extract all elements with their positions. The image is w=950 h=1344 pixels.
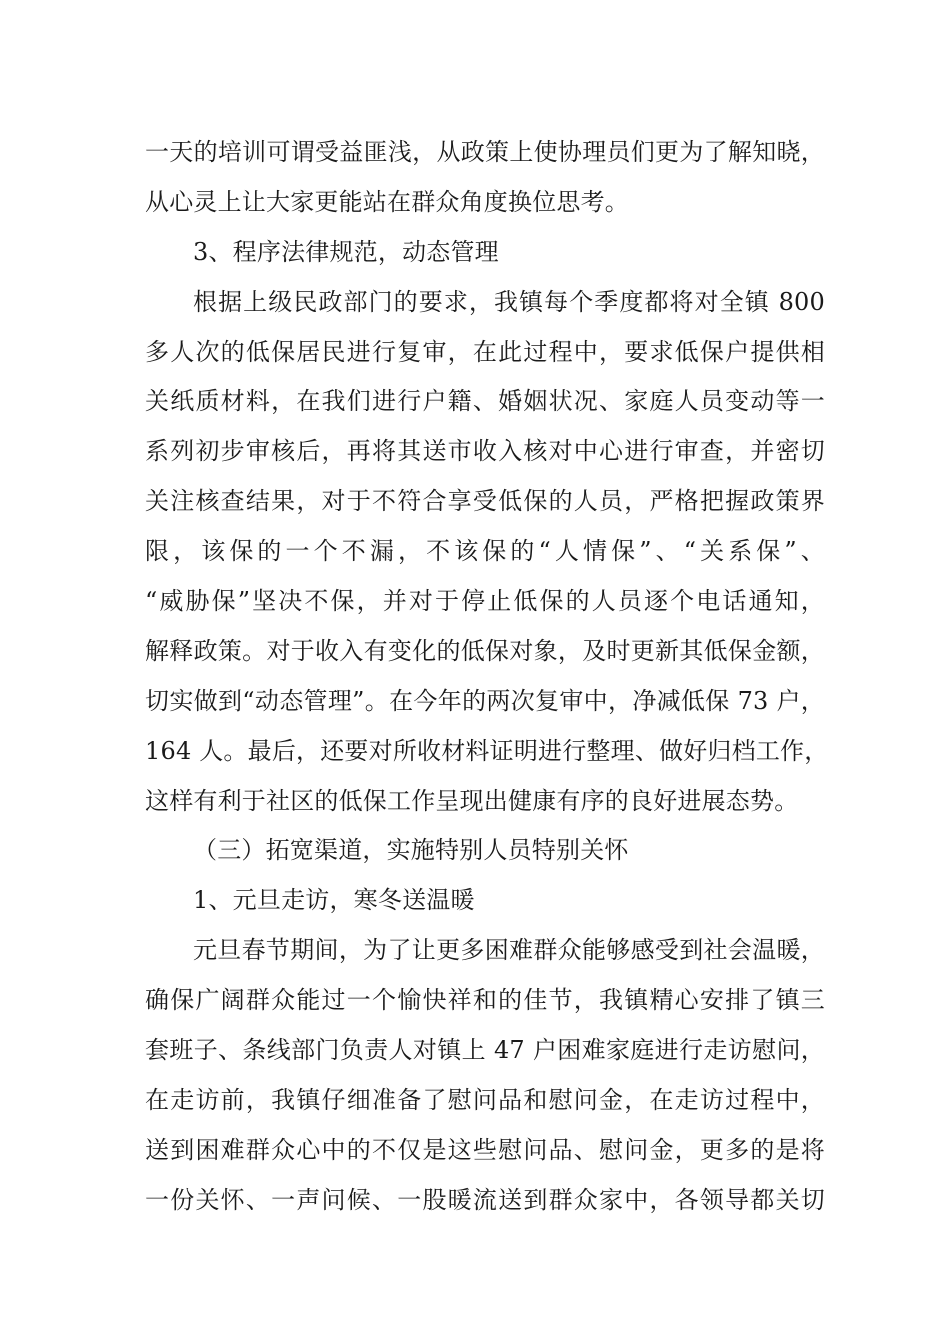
section-heading: 1、元旦走访，寒冬送温暖	[193, 886, 475, 915]
paragraph-line: “威胁保”坚决不保，并对于停止低保的人员逐个电话通知，	[145, 587, 825, 616]
paragraph-line: 在走访前，我镇仔细准备了慰问品和慰问金，在走访过程中，	[145, 1085, 825, 1114]
paragraph-line: 解释政策。对于收入有变化的低保对象，及时更新其低保金额，	[145, 636, 825, 665]
document-body	[145, 128, 829, 1226]
paragraph-line: 限，该保的一个不漏，不该保的“人情保”、“关系保”、	[145, 537, 825, 566]
paragraph-line: 一天的培训可谓受益匪浅，从政策上使协理员们更为了解知晓，	[145, 138, 825, 166]
paragraph-line: 送到困难群众心中的不仅是这些慰问品、慰问金，更多的是将	[145, 1135, 825, 1164]
paragraph-line: 套班子、条线部门负责人对镇上 47 户困难家庭进行走访慰问，	[145, 1036, 825, 1065]
paragraph-line: 一份关怀、一声问候、一股暖流送到群众家中，各领导都关切	[145, 1185, 825, 1214]
paragraph-line: 切实做到“动态管理”。在今年的两次复审中，净减低保 73 户，	[145, 686, 825, 715]
section-heading: 3、程序法律规范，动态管理	[193, 237, 499, 266]
paragraph-line: 系列初步审核后，再将其送市收入核对中心进行审查，并密切	[145, 437, 825, 466]
paragraph-line: 关注核查结果，对于不符合享受低保的人员，严格把握政策界	[145, 487, 825, 516]
paragraph-line: 关纸质材料，在我们进行户籍、婚姻状况、家庭人员变动等一	[145, 387, 825, 416]
paragraph-line: 这样有利于社区的低保工作呈现出健康有序的良好进展态势。	[145, 786, 799, 815]
paragraph-line: 164 人。最后，还要对所收材料证明进行整理、做好归档工作，	[145, 736, 829, 765]
section-heading: （三）拓宽渠道，实施特别人员特别关怀	[193, 836, 629, 865]
paragraph-line: 确保广阔群众能过一个愉快祥和的佳节，我镇精心安排了镇三	[145, 986, 825, 1015]
paragraph-line: 根据上级民政部门的要求，我镇每个季度都将对全镇 800	[193, 287, 825, 316]
paragraph-line: 多人次的低保居民进行复审，在此过程中，要求低保户提供相	[145, 337, 825, 366]
paragraph-line: 从心灵上让大家更能站在群众角度换位思考。	[145, 187, 629, 216]
paragraph-line: 元旦春节期间，为了让更多困难群众能够感受到社会温暖，	[193, 936, 825, 965]
